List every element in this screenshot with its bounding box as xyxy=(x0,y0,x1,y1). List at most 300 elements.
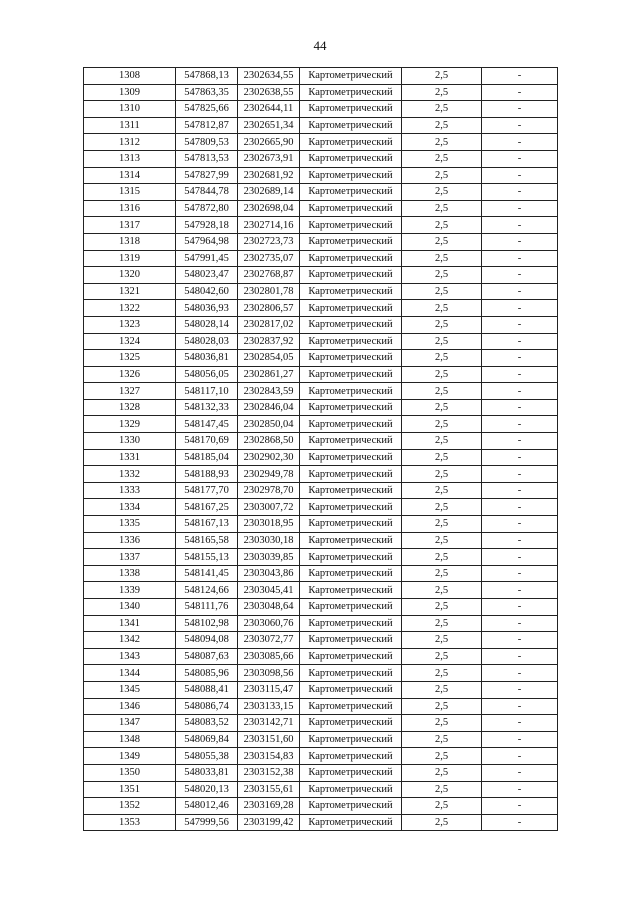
description-cell: - xyxy=(482,399,558,416)
page-number: 44 xyxy=(313,38,327,53)
description-cell: - xyxy=(482,665,558,682)
method-cell: Картометрический xyxy=(300,84,402,101)
method-cell: Картометрический xyxy=(300,233,402,250)
y-coordinate-cell: 2302698,04 xyxy=(238,200,300,217)
y-coordinate-cell: 2303152,38 xyxy=(238,764,300,781)
description-cell: - xyxy=(482,350,558,367)
method-cell: Картометрический xyxy=(300,565,402,582)
y-coordinate-cell: 2302902,30 xyxy=(238,449,300,466)
accuracy-cell: 2,5 xyxy=(402,350,482,367)
y-coordinate-cell: 2303085,66 xyxy=(238,648,300,665)
point-number-cell: 1318 xyxy=(84,233,176,250)
method-cell: Картометрический xyxy=(300,681,402,698)
description-cell: - xyxy=(482,134,558,151)
x-coordinate-cell: 548124,66 xyxy=(176,582,238,599)
method-cell: Картометрический xyxy=(300,101,402,118)
point-number-cell: 1338 xyxy=(84,565,176,582)
y-coordinate-cell: 2303039,85 xyxy=(238,549,300,566)
point-number-cell: 1310 xyxy=(84,101,176,118)
y-coordinate-cell: 2302689,14 xyxy=(238,184,300,201)
point-number-cell: 1317 xyxy=(84,217,176,234)
method-cell: Картометрический xyxy=(300,466,402,483)
accuracy-cell: 2,5 xyxy=(402,250,482,267)
table-row xyxy=(84,399,558,416)
y-coordinate-cell: 2303072,77 xyxy=(238,632,300,649)
method-cell: Картометрический xyxy=(300,764,402,781)
x-coordinate-cell: 548033,81 xyxy=(176,764,238,781)
method-cell: Картометрический xyxy=(300,416,402,433)
point-number-cell: 1334 xyxy=(84,499,176,516)
description-cell: - xyxy=(482,764,558,781)
point-number-cell: 1322 xyxy=(84,300,176,317)
point-number-cell: 1325 xyxy=(84,350,176,367)
y-coordinate-cell: 2302837,92 xyxy=(238,333,300,350)
x-coordinate-cell: 548102,98 xyxy=(176,615,238,632)
method-cell: Картометрический xyxy=(300,134,402,151)
y-coordinate-cell: 2302651,34 xyxy=(238,117,300,134)
method-cell: Картометрический xyxy=(300,68,402,85)
point-number-cell: 1349 xyxy=(84,748,176,765)
method-cell: Картометрический xyxy=(300,814,402,831)
method-cell: Картометрический xyxy=(300,267,402,284)
y-coordinate-cell: 2303043,86 xyxy=(238,565,300,582)
accuracy-cell: 2,5 xyxy=(402,532,482,549)
point-number-cell: 1335 xyxy=(84,516,176,533)
accuracy-cell: 2,5 xyxy=(402,383,482,400)
description-cell: - xyxy=(482,632,558,649)
method-cell: Картометрический xyxy=(300,300,402,317)
point-number-cell: 1348 xyxy=(84,731,176,748)
point-number-cell: 1341 xyxy=(84,615,176,632)
accuracy-cell: 2,5 xyxy=(402,267,482,284)
description-cell: - xyxy=(482,466,558,483)
coordinates-table-body xyxy=(84,68,558,831)
point-number-cell: 1345 xyxy=(84,681,176,698)
y-coordinate-cell: 2303133,15 xyxy=(238,698,300,715)
accuracy-cell: 2,5 xyxy=(402,565,482,582)
x-coordinate-cell: 548055,38 xyxy=(176,748,238,765)
y-coordinate-cell: 2303142,71 xyxy=(238,715,300,732)
description-cell: - xyxy=(482,615,558,632)
x-coordinate-cell: 547827,99 xyxy=(176,167,238,184)
accuracy-cell: 2,5 xyxy=(402,117,482,134)
table-row xyxy=(84,482,558,499)
accuracy-cell: 2,5 xyxy=(402,167,482,184)
point-number-cell: 1344 xyxy=(84,665,176,682)
table-row xyxy=(84,582,558,599)
accuracy-cell: 2,5 xyxy=(402,681,482,698)
table-row xyxy=(84,300,558,317)
point-number-cell: 1309 xyxy=(84,84,176,101)
table-row xyxy=(84,615,558,632)
table-row xyxy=(84,466,558,483)
y-coordinate-cell: 2302817,02 xyxy=(238,316,300,333)
table-row xyxy=(84,68,558,85)
y-coordinate-cell: 2303007,72 xyxy=(238,499,300,516)
description-cell: - xyxy=(482,698,558,715)
description-cell: - xyxy=(482,599,558,616)
method-cell: Картометрический xyxy=(300,200,402,217)
method-cell: Картометрический xyxy=(300,350,402,367)
accuracy-cell: 2,5 xyxy=(402,814,482,831)
method-cell: Картометрический xyxy=(300,283,402,300)
description-cell: - xyxy=(482,200,558,217)
y-coordinate-cell: 2303169,28 xyxy=(238,798,300,815)
coordinates-table xyxy=(83,67,558,831)
x-coordinate-cell: 548020,13 xyxy=(176,781,238,798)
table-row xyxy=(84,764,558,781)
table-row xyxy=(84,715,558,732)
description-cell: - xyxy=(482,184,558,201)
point-number-cell: 1331 xyxy=(84,449,176,466)
description-cell: - xyxy=(482,217,558,234)
accuracy-cell: 2,5 xyxy=(402,648,482,665)
description-cell: - xyxy=(482,731,558,748)
point-number-cell: 1319 xyxy=(84,250,176,267)
table-row xyxy=(84,233,558,250)
point-number-cell: 1351 xyxy=(84,781,176,798)
point-number-cell: 1326 xyxy=(84,366,176,383)
method-cell: Картометрический xyxy=(300,748,402,765)
method-cell: Картометрический xyxy=(300,499,402,516)
accuracy-cell: 2,5 xyxy=(402,316,482,333)
description-cell: - xyxy=(482,715,558,732)
description-cell: - xyxy=(482,449,558,466)
point-number-cell: 1330 xyxy=(84,433,176,450)
point-number-cell: 1350 xyxy=(84,764,176,781)
x-coordinate-cell: 548023,47 xyxy=(176,267,238,284)
method-cell: Картометрический xyxy=(300,516,402,533)
description-cell: - xyxy=(482,250,558,267)
x-coordinate-cell: 548155,13 xyxy=(176,549,238,566)
method-cell: Картометрический xyxy=(300,482,402,499)
description-cell: - xyxy=(482,150,558,167)
x-coordinate-cell: 547812,87 xyxy=(176,117,238,134)
accuracy-cell: 2,5 xyxy=(402,101,482,118)
x-coordinate-cell: 548087,63 xyxy=(176,648,238,665)
point-number-cell: 1321 xyxy=(84,283,176,300)
x-coordinate-cell: 547809,53 xyxy=(176,134,238,151)
accuracy-cell: 2,5 xyxy=(402,798,482,815)
point-number-cell: 1347 xyxy=(84,715,176,732)
table-row xyxy=(84,101,558,118)
x-coordinate-cell: 548042,60 xyxy=(176,283,238,300)
point-number-cell: 1308 xyxy=(84,68,176,85)
table-row xyxy=(84,433,558,450)
accuracy-cell: 2,5 xyxy=(402,150,482,167)
point-number-cell: 1337 xyxy=(84,549,176,566)
accuracy-cell: 2,5 xyxy=(402,84,482,101)
table-row xyxy=(84,184,558,201)
point-number-cell: 1340 xyxy=(84,599,176,616)
y-coordinate-cell: 2303098,56 xyxy=(238,665,300,682)
method-cell: Картометрический xyxy=(300,715,402,732)
table-row xyxy=(84,499,558,516)
description-cell: - xyxy=(482,267,558,284)
point-number-cell: 1329 xyxy=(84,416,176,433)
y-coordinate-cell: 2303115,47 xyxy=(238,681,300,698)
table-row xyxy=(84,565,558,582)
x-coordinate-cell: 547999,56 xyxy=(176,814,238,831)
table-row xyxy=(84,449,558,466)
description-cell: - xyxy=(482,316,558,333)
x-coordinate-cell: 548165,58 xyxy=(176,532,238,549)
point-number-cell: 1346 xyxy=(84,698,176,715)
y-coordinate-cell: 2302735,07 xyxy=(238,250,300,267)
x-coordinate-cell: 547868,13 xyxy=(176,68,238,85)
x-coordinate-cell: 548056,05 xyxy=(176,366,238,383)
description-cell: - xyxy=(482,433,558,450)
table-row xyxy=(84,150,558,167)
accuracy-cell: 2,5 xyxy=(402,68,482,85)
x-coordinate-cell: 548036,81 xyxy=(176,350,238,367)
y-coordinate-cell: 2302854,05 xyxy=(238,350,300,367)
x-coordinate-cell: 548117,10 xyxy=(176,383,238,400)
method-cell: Картометрический xyxy=(300,599,402,616)
point-number-cell: 1353 xyxy=(84,814,176,831)
accuracy-cell: 2,5 xyxy=(402,449,482,466)
method-cell: Картометрический xyxy=(300,582,402,599)
accuracy-cell: 2,5 xyxy=(402,184,482,201)
table-row xyxy=(84,549,558,566)
y-coordinate-cell: 2302665,90 xyxy=(238,134,300,151)
table-row xyxy=(84,731,558,748)
accuracy-cell: 2,5 xyxy=(402,233,482,250)
description-cell: - xyxy=(482,416,558,433)
description-cell: - xyxy=(482,366,558,383)
y-coordinate-cell: 2302768,87 xyxy=(238,267,300,284)
y-coordinate-cell: 2302714,16 xyxy=(238,217,300,234)
table-row xyxy=(84,117,558,134)
method-cell: Картометрический xyxy=(300,698,402,715)
point-number-cell: 1315 xyxy=(84,184,176,201)
accuracy-cell: 2,5 xyxy=(402,665,482,682)
description-cell: - xyxy=(482,565,558,582)
x-coordinate-cell: 548132,33 xyxy=(176,399,238,416)
table-row xyxy=(84,283,558,300)
y-coordinate-cell: 2302681,92 xyxy=(238,167,300,184)
x-coordinate-cell: 548086,74 xyxy=(176,698,238,715)
point-number-cell: 1343 xyxy=(84,648,176,665)
description-cell: - xyxy=(482,781,558,798)
point-number-cell: 1323 xyxy=(84,316,176,333)
y-coordinate-cell: 2303018,95 xyxy=(238,516,300,533)
method-cell: Картометрический xyxy=(300,217,402,234)
x-coordinate-cell: 548028,03 xyxy=(176,333,238,350)
description-cell: - xyxy=(482,681,558,698)
description-cell: - xyxy=(482,549,558,566)
point-number-cell: 1316 xyxy=(84,200,176,217)
x-coordinate-cell: 548088,41 xyxy=(176,681,238,698)
table-row xyxy=(84,698,558,715)
point-number-cell: 1312 xyxy=(84,134,176,151)
method-cell: Картометрический xyxy=(300,117,402,134)
method-cell: Картометрический xyxy=(300,549,402,566)
accuracy-cell: 2,5 xyxy=(402,482,482,499)
table-row xyxy=(84,665,558,682)
accuracy-cell: 2,5 xyxy=(402,516,482,533)
x-coordinate-cell: 547825,66 xyxy=(176,101,238,118)
accuracy-cell: 2,5 xyxy=(402,466,482,483)
y-coordinate-cell: 2303199,42 xyxy=(238,814,300,831)
method-cell: Картометрический xyxy=(300,615,402,632)
table-row xyxy=(84,167,558,184)
description-cell: - xyxy=(482,798,558,815)
point-number-cell: 1352 xyxy=(84,798,176,815)
accuracy-cell: 2,5 xyxy=(402,731,482,748)
y-coordinate-cell: 2303030,18 xyxy=(238,532,300,549)
y-coordinate-cell: 2302806,57 xyxy=(238,300,300,317)
description-cell: - xyxy=(482,283,558,300)
table-row xyxy=(84,333,558,350)
table-row xyxy=(84,84,558,101)
description-cell: - xyxy=(482,814,558,831)
x-coordinate-cell: 547991,45 xyxy=(176,250,238,267)
x-coordinate-cell: 547844,78 xyxy=(176,184,238,201)
x-coordinate-cell: 548028,14 xyxy=(176,316,238,333)
method-cell: Картометрический xyxy=(300,150,402,167)
y-coordinate-cell: 2302861,27 xyxy=(238,366,300,383)
method-cell: Картометрический xyxy=(300,665,402,682)
table-row xyxy=(84,416,558,433)
method-cell: Картометрический xyxy=(300,532,402,549)
table-row xyxy=(84,781,558,798)
method-cell: Картометрический xyxy=(300,316,402,333)
point-number-cell: 1336 xyxy=(84,532,176,549)
table-row xyxy=(84,532,558,549)
description-cell: - xyxy=(482,648,558,665)
y-coordinate-cell: 2302843,59 xyxy=(238,383,300,400)
description-cell: - xyxy=(482,233,558,250)
point-number-cell: 1324 xyxy=(84,333,176,350)
point-number-cell: 1333 xyxy=(84,482,176,499)
accuracy-cell: 2,5 xyxy=(402,582,482,599)
method-cell: Картометрический xyxy=(300,366,402,383)
accuracy-cell: 2,5 xyxy=(402,632,482,649)
x-coordinate-cell: 547928,18 xyxy=(176,217,238,234)
x-coordinate-cell: 548167,25 xyxy=(176,499,238,516)
table-row xyxy=(84,798,558,815)
x-coordinate-cell: 548170,69 xyxy=(176,433,238,450)
description-cell: - xyxy=(482,167,558,184)
point-number-cell: 1332 xyxy=(84,466,176,483)
accuracy-cell: 2,5 xyxy=(402,615,482,632)
y-coordinate-cell: 2303048,64 xyxy=(238,599,300,616)
method-cell: Картометрический xyxy=(300,184,402,201)
y-coordinate-cell: 2302978,70 xyxy=(238,482,300,499)
method-cell: Картометрический xyxy=(300,781,402,798)
x-coordinate-cell: 547872,80 xyxy=(176,200,238,217)
table-row xyxy=(84,516,558,533)
table-row xyxy=(84,200,558,217)
method-cell: Картометрический xyxy=(300,433,402,450)
description-cell: - xyxy=(482,582,558,599)
table-row xyxy=(84,383,558,400)
description-cell: - xyxy=(482,383,558,400)
y-coordinate-cell: 2302868,50 xyxy=(238,433,300,450)
x-coordinate-cell: 548083,52 xyxy=(176,715,238,732)
x-coordinate-cell: 548185,04 xyxy=(176,449,238,466)
table-row xyxy=(84,648,558,665)
x-coordinate-cell: 548147,45 xyxy=(176,416,238,433)
description-cell: - xyxy=(482,68,558,85)
y-coordinate-cell: 2303060,76 xyxy=(238,615,300,632)
accuracy-cell: 2,5 xyxy=(402,748,482,765)
description-cell: - xyxy=(482,499,558,516)
x-coordinate-cell: 548111,76 xyxy=(176,599,238,616)
description-cell: - xyxy=(482,84,558,101)
description-cell: - xyxy=(482,516,558,533)
accuracy-cell: 2,5 xyxy=(402,698,482,715)
y-coordinate-cell: 2303045,41 xyxy=(238,582,300,599)
y-coordinate-cell: 2302644,11 xyxy=(238,101,300,118)
y-coordinate-cell: 2302801,78 xyxy=(238,283,300,300)
y-coordinate-cell: 2303151,60 xyxy=(238,731,300,748)
table-row xyxy=(84,366,558,383)
point-number-cell: 1328 xyxy=(84,399,176,416)
description-cell: - xyxy=(482,748,558,765)
point-number-cell: 1339 xyxy=(84,582,176,599)
y-coordinate-cell: 2302638,55 xyxy=(238,84,300,101)
table-row xyxy=(84,217,558,234)
accuracy-cell: 2,5 xyxy=(402,764,482,781)
accuracy-cell: 2,5 xyxy=(402,366,482,383)
accuracy-cell: 2,5 xyxy=(402,200,482,217)
point-number-cell: 1342 xyxy=(84,632,176,649)
x-coordinate-cell: 548085,96 xyxy=(176,665,238,682)
x-coordinate-cell: 547863,35 xyxy=(176,84,238,101)
table-row xyxy=(84,250,558,267)
method-cell: Картометрический xyxy=(300,399,402,416)
x-coordinate-cell: 548012,46 xyxy=(176,798,238,815)
accuracy-cell: 2,5 xyxy=(402,781,482,798)
table-row xyxy=(84,814,558,831)
description-cell: - xyxy=(482,482,558,499)
point-number-cell: 1313 xyxy=(84,150,176,167)
method-cell: Картометрический xyxy=(300,731,402,748)
y-coordinate-cell: 2303155,61 xyxy=(238,781,300,798)
description-cell: - xyxy=(482,300,558,317)
x-coordinate-cell: 548036,93 xyxy=(176,300,238,317)
description-cell: - xyxy=(482,532,558,549)
accuracy-cell: 2,5 xyxy=(402,134,482,151)
method-cell: Картометрический xyxy=(300,383,402,400)
point-number-cell: 1311 xyxy=(84,117,176,134)
accuracy-cell: 2,5 xyxy=(402,399,482,416)
accuracy-cell: 2,5 xyxy=(402,416,482,433)
accuracy-cell: 2,5 xyxy=(402,283,482,300)
y-coordinate-cell: 2302673,91 xyxy=(238,150,300,167)
x-coordinate-cell: 548094,08 xyxy=(176,632,238,649)
table-row xyxy=(84,599,558,616)
x-coordinate-cell: 548177,70 xyxy=(176,482,238,499)
method-cell: Картометрический xyxy=(300,632,402,649)
method-cell: Картометрический xyxy=(300,648,402,665)
method-cell: Картометрический xyxy=(300,167,402,184)
method-cell: Картометрический xyxy=(300,449,402,466)
point-number-cell: 1314 xyxy=(84,167,176,184)
point-number-cell: 1327 xyxy=(84,383,176,400)
x-coordinate-cell: 547813,53 xyxy=(176,150,238,167)
table-row xyxy=(84,681,558,698)
x-coordinate-cell: 548069,84 xyxy=(176,731,238,748)
x-coordinate-cell: 547964,98 xyxy=(176,233,238,250)
description-cell: - xyxy=(482,333,558,350)
accuracy-cell: 2,5 xyxy=(402,499,482,516)
accuracy-cell: 2,5 xyxy=(402,333,482,350)
accuracy-cell: 2,5 xyxy=(402,433,482,450)
method-cell: Картометрический xyxy=(300,798,402,815)
